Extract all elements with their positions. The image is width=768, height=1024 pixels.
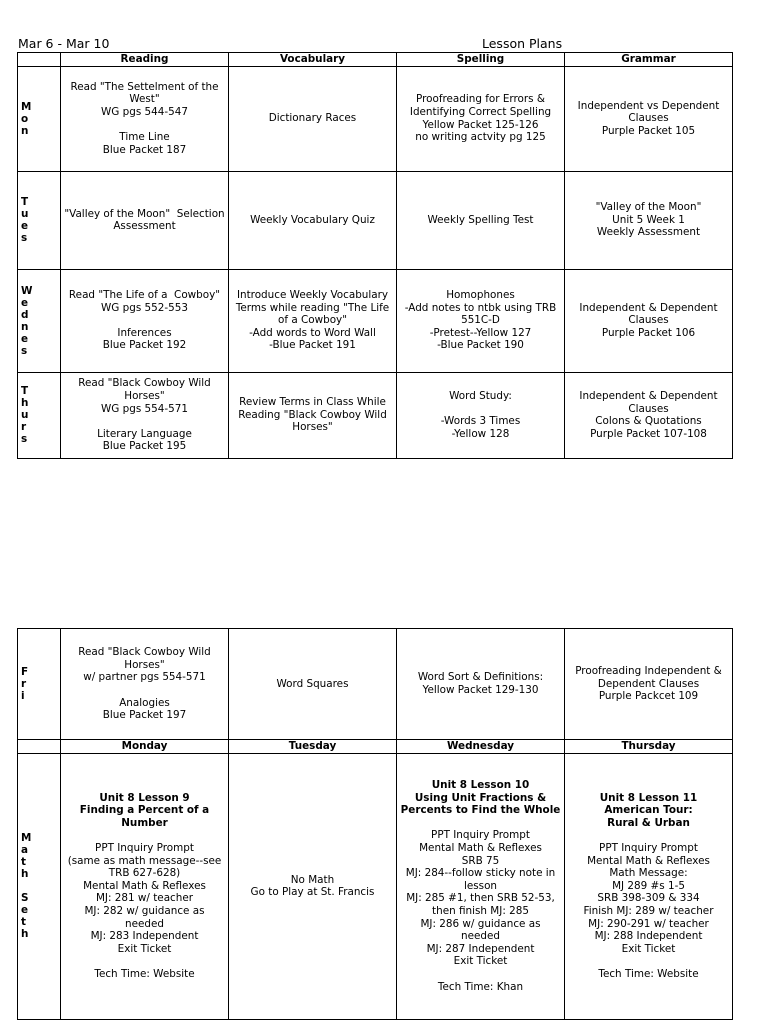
day-letter: u [21, 208, 29, 221]
date-range: Mar 6 - Mar 10 [18, 36, 110, 51]
cell-text-line: no writing actvity pg 125 [415, 131, 546, 144]
cell-text-line [399, 817, 562, 830]
cell-text-line: Inferences [117, 326, 172, 339]
cell-text-line: Word Sort & Definitions: [417, 671, 544, 684]
cell-text-line: Finish MJ: 289 w/ teacher [583, 904, 714, 917]
column-header-wednesday: Wednesday [397, 740, 565, 754]
cell-text-line: -Blue Packet 190 [437, 339, 524, 352]
cell-text-line: Literary Language [97, 427, 192, 440]
day-letter: o [21, 112, 29, 125]
column-header-grammar: Grammar [565, 53, 733, 67]
day-letter: a [21, 844, 29, 857]
day-letter: t [21, 916, 26, 929]
reading-cell [61, 66, 229, 171]
cell-text-line: Purple Packet 106 [601, 326, 696, 339]
day-letter: W [21, 284, 33, 297]
cell-text-line: Blue Packet 195 [102, 440, 187, 453]
day-letter: S [21, 892, 29, 905]
column-header-thursday: Thursday [565, 740, 733, 754]
cell-text-line: Blue Packet 187 [102, 143, 187, 156]
vocabulary-cell [229, 66, 397, 171]
column-header-monday: Monday [61, 740, 229, 754]
vocabulary-cell [229, 171, 397, 269]
cell-heading-line: Using Unit Fractions & [414, 791, 547, 804]
reading-cell [61, 171, 229, 269]
cell-text-line: PPT Inquiry Prompt [431, 829, 530, 842]
day-label [18, 66, 61, 171]
cell-text-line [399, 403, 562, 416]
cell-text-line: Math Message: [609, 867, 688, 880]
cell-text-line: Independent & Dependent [579, 301, 718, 314]
cell-text-line: MJ: 288 Independent [594, 930, 703, 943]
cell-text-line: 551C-D [461, 314, 500, 327]
cell-text-line: Go to Play at St. Francis [250, 886, 375, 899]
column-header-reading: Reading [61, 53, 229, 67]
cell-text-line: MJ: 287 Independent [426, 942, 535, 955]
cell-text-line: MJ: 286 w/ guidance as [420, 917, 541, 930]
vocabulary-cell [229, 269, 397, 372]
monday-math-cell [61, 753, 229, 1019]
cell-text-line: Weekly Vocabulary Quiz [250, 213, 375, 226]
cell-text-line: Tech Time: Website [598, 967, 699, 980]
cell-text-line: "Valley of the Moon" [595, 201, 702, 214]
cell-text-line: then finish MJ: 285 [432, 904, 529, 917]
tuesday-math-cell [229, 753, 397, 1019]
cell-text-line: PPT Inquiry Prompt [599, 842, 698, 855]
day-letter: F [21, 666, 29, 678]
cell-text-line: Homophones [446, 289, 515, 302]
column-header-tuesday: Tuesday [229, 740, 397, 754]
page-title: Lesson Plans [482, 36, 563, 51]
cell-text-line: Weekly Assessment [596, 226, 701, 239]
grammar-cell [565, 372, 733, 458]
cell-text-line: Exit Ticket [453, 955, 508, 968]
day-letter: M [21, 832, 32, 845]
cell-text-line: needed [461, 930, 500, 943]
column-header-spelling: Spelling [397, 53, 565, 67]
day-letter: M [21, 100, 32, 113]
cell-text-line: Word Squares [276, 677, 349, 690]
cell-text-line: Clauses [628, 402, 669, 415]
cell-text-line: Proofreading for Errors & [415, 93, 545, 106]
cell-text-line: Dictionary Races [268, 112, 357, 125]
cell-text-line: SRB 398-309 & 334 [597, 892, 700, 905]
cell-text-line: Read "Black Cowboy Wild [78, 646, 211, 659]
cell-text-line: Word Study: [449, 389, 512, 402]
day-letter: e [21, 332, 29, 345]
wednesday-math-cell [397, 753, 565, 1019]
reading-cell [61, 372, 229, 458]
grammar-cell [565, 66, 733, 171]
cell-text-line: Read "The Life of a Cowboy" [68, 289, 221, 302]
day-letter: s [21, 232, 28, 245]
cell-text-line: Independent vs Dependent [577, 99, 720, 112]
literacy-row [18, 171, 733, 269]
cell-heading-line: Unit 8 Lesson 10 [431, 779, 530, 792]
cell-text-line: -Words 3 Times [440, 415, 521, 428]
cell-text-line: Dependent Clauses [597, 677, 700, 690]
day-letter: T [21, 196, 29, 209]
cell-text-line: "Valley of the Moon" Selection [64, 207, 225, 220]
cell-text-line: Clauses [628, 112, 669, 125]
cell-text-line: Yellow Packet 125-126 [422, 118, 539, 131]
cell-text-line: MJ: 282 w/ guidance as [84, 904, 205, 917]
day-letter: s [21, 344, 28, 357]
cell-text-line: Time Line [119, 131, 170, 144]
cell-text-line: Introduce Weekly Vocabulary [236, 289, 389, 302]
cell-text-line: of a Cowboy" [278, 314, 347, 327]
spelling-cell [397, 629, 565, 740]
cell-text-line: Identifying Correct Spelling [409, 106, 552, 118]
grammar-cell [565, 171, 733, 269]
cell-text-line: Horses" [124, 658, 165, 671]
cell-text-line: Weekly Spelling Test [427, 213, 534, 226]
cell-text-line: Yellow Packet 129-130 [422, 684, 539, 696]
day-letter: h [21, 928, 29, 941]
reading-cell [61, 629, 229, 740]
corner-cell [18, 740, 61, 754]
cell-text-line [63, 119, 226, 132]
cell-text-line: TRB 627-628) [108, 867, 181, 880]
literacy-header-row [18, 53, 733, 67]
cell-text-line: (same as math message--see [67, 854, 222, 867]
day-letter: e [21, 904, 29, 917]
literacy-row [18, 372, 733, 458]
cell-text-line: Read "Black Cowboy Wild [78, 377, 211, 390]
cell-text-line: Review Terms in Class While [239, 396, 386, 409]
vocabulary-cell [229, 372, 397, 458]
day-letter: n [21, 320, 29, 333]
corner-cell [18, 53, 61, 67]
cell-text-line: Independent & Dependent [579, 389, 718, 402]
day-letter: e [21, 296, 29, 309]
cell-text-line: Horses" [124, 389, 165, 402]
cell-text-line: Terms while reading "The Life [235, 301, 390, 314]
cell-text-line: -Pretest--Yellow 127 [429, 326, 532, 339]
cell-text-line: Reading "Black Cowboy Wild [238, 408, 387, 421]
cell-heading-line: Finding a Percent of a [79, 804, 210, 817]
cell-text-line: MJ: 283 Independent [90, 930, 199, 943]
cell-text-line: SRB 75 [461, 854, 500, 867]
day-letter: e [21, 220, 29, 233]
day-label [18, 629, 61, 740]
thursday-math-cell [565, 753, 733, 1019]
cell-text-line [399, 968, 562, 981]
spelling-cell [397, 269, 565, 372]
day-letter: n [21, 124, 29, 137]
day-letter: d [21, 308, 29, 321]
cell-text-line: Colons & Quotations [595, 415, 702, 428]
spelling-cell [397, 372, 565, 458]
cell-text-line: Blue Packet 197 [102, 709, 187, 722]
cell-text-line: Tech Time: Website [94, 967, 195, 980]
day-letter: r [21, 678, 27, 690]
cell-text-line: -Blue Packet 191 [269, 339, 356, 352]
literacy-table [17, 52, 733, 459]
cell-text-line [63, 684, 226, 697]
cell-text-line: lesson [463, 879, 498, 892]
cell-text-line: Unit 5 Week 1 [612, 213, 685, 226]
cell-text-line: PPT Inquiry Prompt [95, 842, 194, 855]
cell-text-line: Read "The Settelment of the West" [70, 80, 222, 106]
cell-text-line: MJ 289 #s 1-5 [612, 879, 685, 892]
cell-text-line: Purple Packet 105 [601, 124, 696, 137]
cell-heading-line: Rural & Urban [607, 816, 690, 829]
day-label [18, 753, 61, 1019]
cell-text-line [63, 415, 226, 428]
literacy-row [18, 269, 733, 372]
cell-text-line: Exit Ticket [621, 942, 676, 955]
day-label [18, 269, 61, 372]
day-letter: r [21, 421, 27, 434]
cell-text-line: MJ: 285 #1, then SRB 52-53, [406, 892, 555, 905]
cell-text-line: Clauses [628, 314, 669, 327]
math-row [18, 753, 733, 1019]
cell-heading-line: Unit 8 Lesson 9 [99, 791, 190, 804]
cell-text-line: WG pgs 554-571 [101, 402, 188, 415]
friday-row [18, 629, 733, 740]
day-letter: h [21, 868, 29, 881]
cell-text-line [63, 955, 226, 968]
cell-text-line: Horses" [292, 421, 333, 434]
day-letter: i [21, 690, 25, 702]
vocabulary-cell [229, 629, 397, 740]
cell-text-line: Proofreading Independent & [575, 665, 722, 678]
cell-text-line [567, 829, 730, 842]
cell-heading-line: Percents to Find the Whole [400, 804, 561, 817]
cell-text-line: Analogies [119, 696, 170, 709]
cell-text-line: WG pgs 544-547 [101, 106, 188, 118]
math-header-row [18, 740, 733, 754]
spelling-cell [397, 171, 565, 269]
cell-text-line: Purple Packet 107-108 [590, 427, 707, 440]
day-label [18, 372, 61, 458]
cell-text-line: MJ: 281 w/ teacher [95, 892, 194, 905]
cell-text-line: -Yellow 128 [451, 427, 510, 440]
cell-text-line: needed [125, 917, 164, 930]
cell-heading-line: Number [121, 816, 168, 829]
cell-text-line: Exit Ticket [117, 942, 172, 955]
cell-text-line: Assessment [113, 220, 176, 233]
cell-text-line: Tech Time: Khan [437, 980, 524, 993]
cell-text-line [567, 955, 730, 968]
cell-text-line: MJ: 284--follow sticky note in [405, 867, 556, 880]
cell-text-line: Mental Math & Reflexes [83, 879, 206, 892]
day-letter: t [21, 856, 26, 869]
cell-text-line: w/ partner pgs 554-571 [83, 671, 206, 684]
cell-text-line: Mental Math & Reflexes [419, 842, 542, 855]
cell-text-line [63, 314, 226, 327]
day-letter: T [21, 385, 29, 398]
column-header-vocabulary: Vocabulary [229, 53, 397, 67]
cell-text-line: No Math [290, 873, 335, 886]
cell-text-line: Mental Math & Reflexes [587, 854, 710, 867]
cell-text-line: WG pgs 552-553 [101, 301, 188, 314]
grammar-cell [565, 629, 733, 740]
cell-text-line: -Add notes to ntbk using TRB [404, 301, 557, 314]
cell-text-line: MJ: 290-291 w/ teacher [588, 917, 709, 930]
literacy-row [18, 66, 733, 171]
day-letter: s [21, 433, 28, 446]
cell-text-line [63, 829, 226, 842]
day-letter: h [21, 397, 29, 410]
spelling-cell [397, 66, 565, 171]
friday-math-table [17, 628, 733, 1020]
grammar-cell [565, 269, 733, 372]
day-letter: u [21, 409, 29, 422]
day-label [18, 171, 61, 269]
cell-text-line: Blue Packet 192 [102, 339, 187, 352]
cell-text-line: Purple Packcet 109 [598, 690, 699, 703]
cell-heading-line: American Tour: [604, 804, 693, 817]
cell-text-line: -Add words to Word Wall [249, 326, 376, 339]
cell-heading-line: Unit 8 Lesson 11 [599, 791, 698, 804]
reading-cell [61, 269, 229, 372]
day-letter [21, 880, 60, 892]
